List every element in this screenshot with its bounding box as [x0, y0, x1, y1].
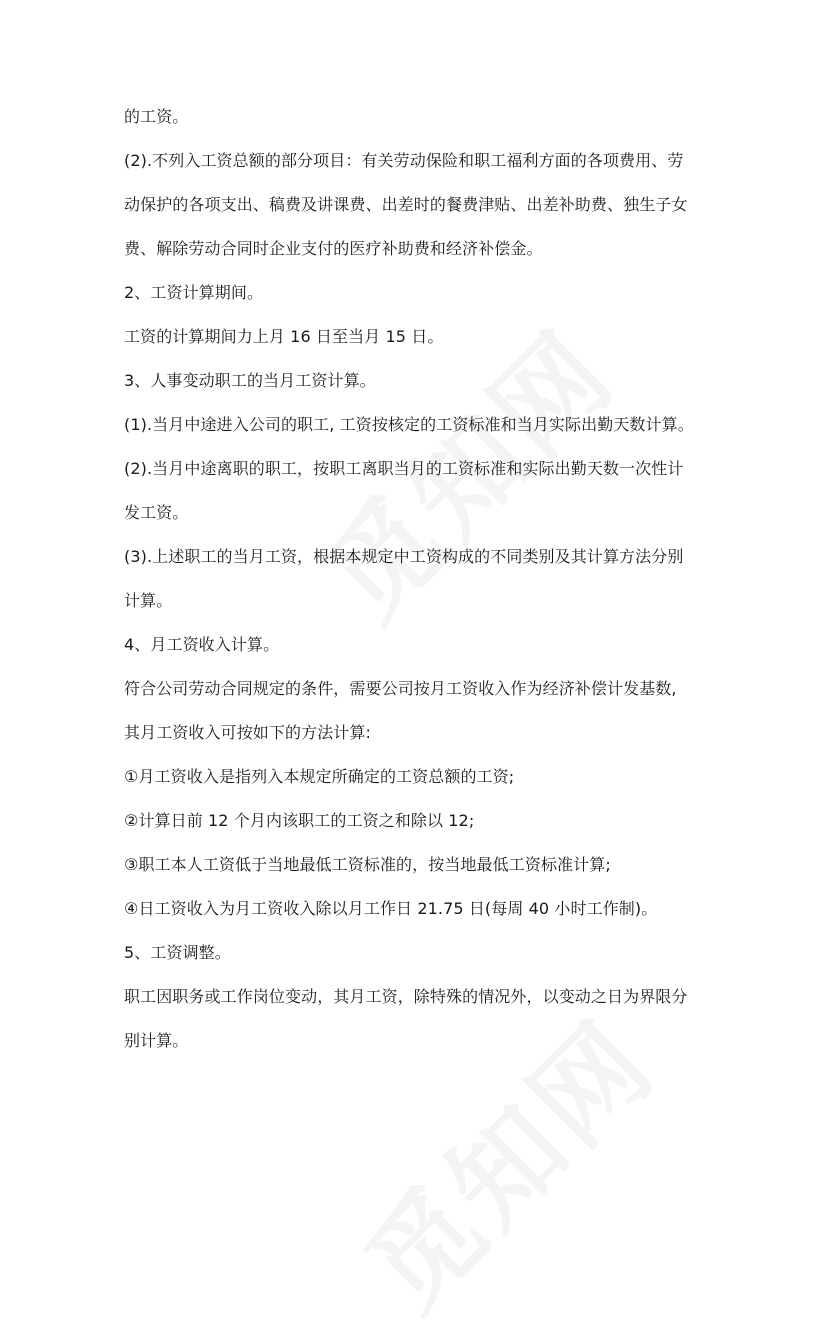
text-line: 的工资。 [124, 107, 189, 126]
list-item: ③职工本人工资低于当地最低工资标准的，按当地最低工资标准计算; [124, 855, 611, 874]
text-line: 动保护的各项支出、稿费及讲课费、出差时的餐费津贴、出差补助费、独生子女 [124, 195, 688, 214]
text-line: 符合公司劳动合同规定的条件，需要公司按月工资收入作为经济补偿计发基数, [124, 679, 677, 698]
text-line: 职工因职务或工作岗位变动，其月工资，除特殊的情况外，以变动之日为界限分 [124, 987, 688, 1006]
text-line: 发工资。 [124, 503, 189, 522]
section-heading: 4、月工资收入计算。 [124, 635, 280, 654]
section-heading: 2、工资计算期间。 [124, 283, 264, 302]
list-item: ②计算日前 12 个月内该职工的工资之和除以 12; [124, 811, 475, 830]
text-line: 工资的计算期间力上月 16 日至当月 15 日。 [124, 327, 444, 346]
text-line: (2).当月中途离职的职工，按职工离职当月的工资标准和实际出勤天数一次性计 [124, 459, 684, 478]
text-line: 其月工资收入可按如下的方法计算: [124, 723, 371, 742]
section-heading: 5、工资调整。 [124, 943, 231, 962]
list-item: ④日工资收入为月工资收入除以月工作日 21.75 日(每周 40 小时工作制)。 [124, 899, 658, 918]
section-heading: 3、人事变动职工的当月工资计算。 [124, 371, 376, 390]
text-line: 别计算。 [124, 1031, 189, 1050]
text-line: (1).当月中途进入公司的职工, 工资按核定的工资标准和当月实际出勤天数计算。 [124, 415, 694, 434]
document-body [124, 106, 724, 1074]
text-line: 计算。 [124, 591, 173, 610]
text-line: (3).上述职工的当月工资，根据本规定中工资构成的不同类别及其计算方法分别 [124, 547, 684, 566]
list-item: ①月工资收入是指列入本规定所确定的工资总额的工资; [124, 767, 515, 786]
text-line: (2).不列入工资总额的部分项目：有关劳动保险和职工福利方面的各项费用、劳 [124, 151, 684, 170]
text-line: 费、解除劳动合同时企业支付的医疗补助费和经济补偿金。 [124, 239, 543, 258]
